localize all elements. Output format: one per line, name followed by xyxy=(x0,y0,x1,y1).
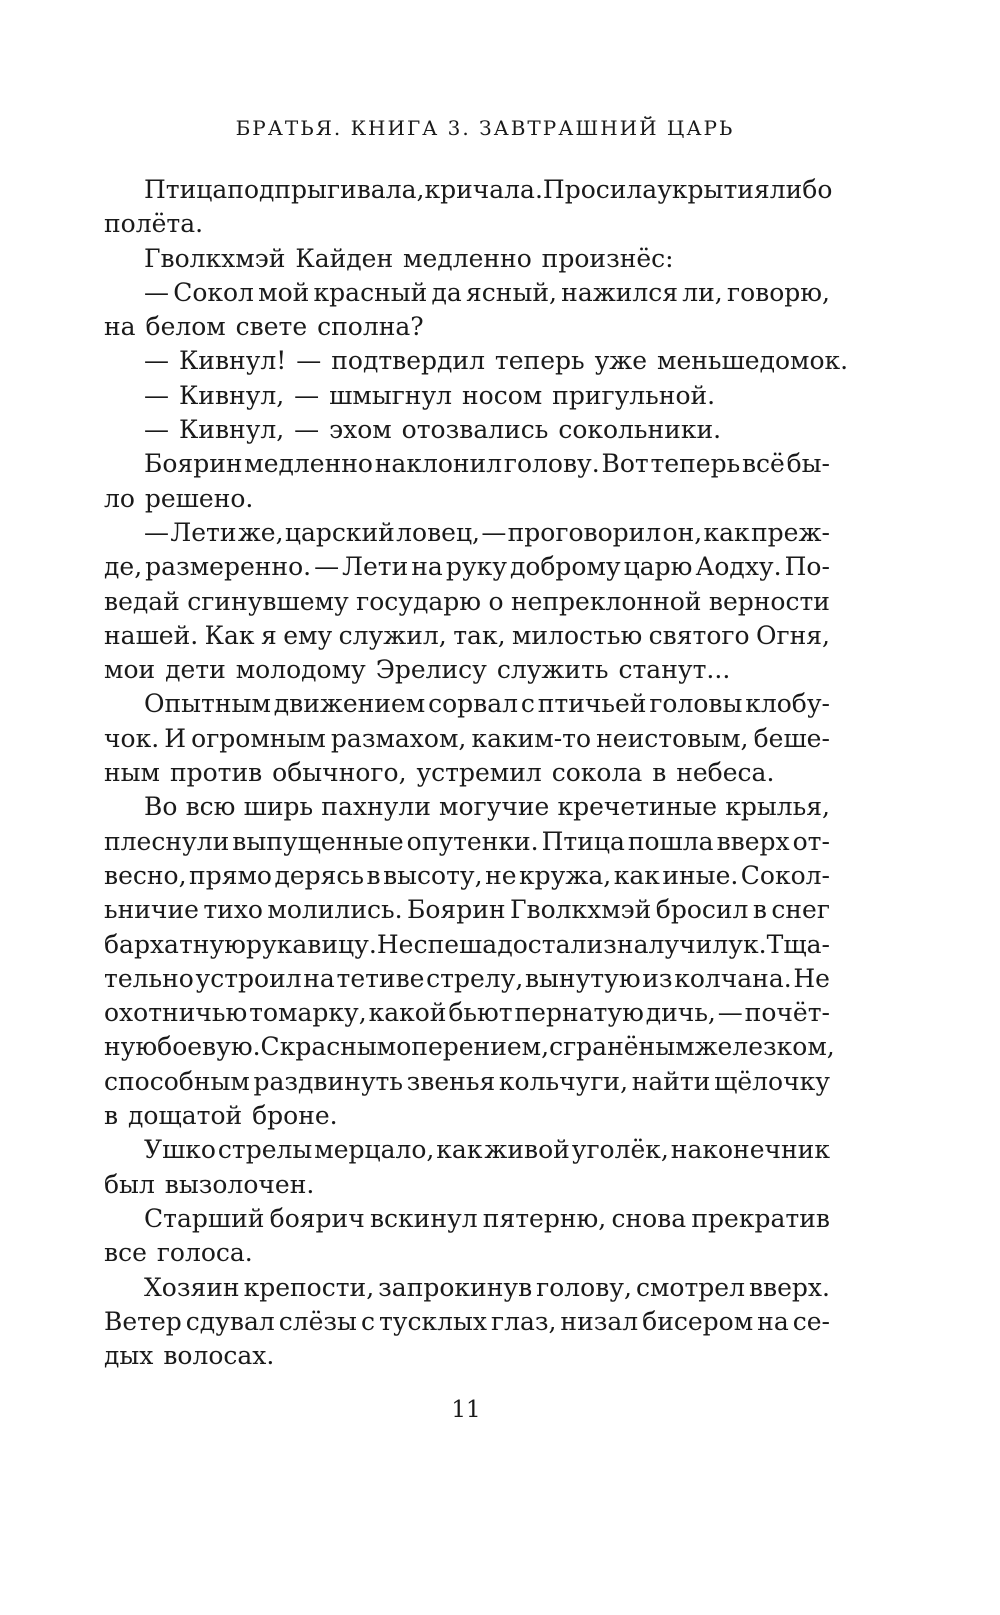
text-line: Боярин медленно наклонил голову. Вот теперь всё бы- xyxy=(144,449,830,479)
text-line: ло решено. xyxy=(104,483,254,513)
text-line: Птица подпрыгивала, кричала. Просила укрытия либо xyxy=(144,175,833,204)
text-line: нашей. Как я ему служил, так, милостью святого Огня, xyxy=(104,620,830,650)
text-line: ведай сгинувшему государю о непреклонной верности xyxy=(104,586,830,616)
running-head: БРАТЬЯ. КНИГА 3. ЗАВТРАШНИЙ ЦАРЬ xyxy=(235,116,735,140)
text-line: был вызолочен. xyxy=(104,1169,315,1199)
text-line: в дощатой броне. xyxy=(104,1101,338,1131)
text-line: Ветер сдувал слёзы с тусклых глаз, низал бисером на се- xyxy=(104,1306,830,1336)
text-line: способным раздвинуть звенья кольчуги, найти щёлочку xyxy=(104,1066,830,1096)
text-line: ную боевую. С красным оперением, с гранёным железком, xyxy=(104,1032,835,1062)
text-line: плеснули выпущенные опутенки. Птица пошла вверх от- xyxy=(104,826,830,856)
text-line: Во всю ширь пахнули могучие кречетиные крылья, xyxy=(144,792,830,822)
text-line: на белом свете сполна? xyxy=(104,312,424,342)
text-line: ьничие тихо молились. Боярин Гволкхмэй бросил в снег xyxy=(104,895,830,925)
text-line: ным против обычного, устремил сокола в небеса. xyxy=(104,758,775,788)
text-line: весно, прямо дерясь в высоту, не кружа, как иные. Сокол- xyxy=(104,860,830,890)
body-text xyxy=(104,173,849,1373)
text-line: бархатную рукавицу. Не спеша достал из налучи лук. Тща- xyxy=(104,929,830,959)
text-line: мои дети молодому Эрелису служить станут... xyxy=(104,655,731,685)
text-line: Хозяин крепости, запрокинув голову, смотрел вверх. xyxy=(144,1272,830,1302)
text-line: де, размеренно. — Лети на руку доброму царю Аодху. По- xyxy=(104,552,830,582)
text-line: — Кивнул, — эхом отозвались сокольники. xyxy=(144,415,722,445)
text-line: все голоса. xyxy=(104,1238,253,1268)
text-line: — Кивнул! — подтвердил теперь уже меньшедомок. xyxy=(144,346,849,376)
text-line: — Лети же, царский ловец, — проговорил он, как преж- xyxy=(144,517,830,547)
text-line: тельно устроил на тетиве стрелу, вынутую из колчана. Не xyxy=(104,963,830,993)
text-line: Ушко стрелы мерцало, как живой уголёк, наконечник xyxy=(144,1135,830,1165)
text-line: — Сокол мой красный да ясный, нажился ли, говорю, xyxy=(144,277,830,307)
page-number: 11 xyxy=(451,1397,481,1423)
text-line: охотничью томарку, какой бьют пернатую дичь, — почёт- xyxy=(104,998,830,1028)
text-line: полёта. xyxy=(104,209,204,239)
text-line: Опытным движением сорвал с птичьей головы клобу- xyxy=(144,689,830,719)
text-line: чок. И огромным размахом, каким-то неистовым, беше- xyxy=(104,723,830,753)
text-line: Гволкхмэй Кайден медленно произнёс: xyxy=(144,243,674,273)
text-line: Старший боярич вскинул пятерню, снова прекратив xyxy=(144,1203,830,1233)
text-line: — Кивнул, — шмыгнул носом пригульной. xyxy=(144,380,716,410)
text-line: дых волосах. xyxy=(104,1341,275,1371)
